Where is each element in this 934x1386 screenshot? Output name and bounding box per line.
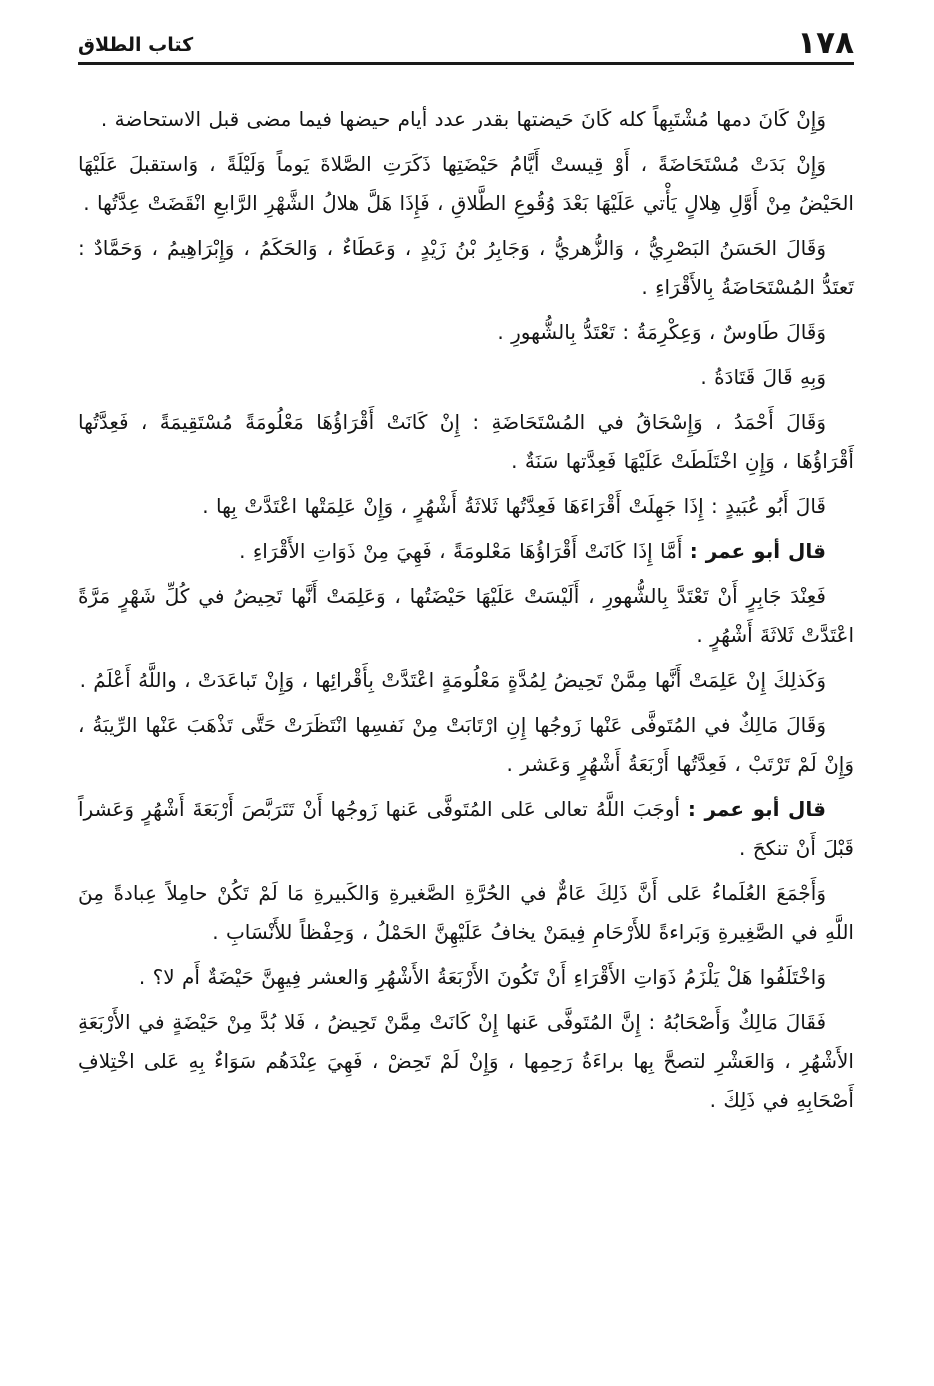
- paragraph: [78, 958, 854, 997]
- paragraph: [78, 790, 854, 868]
- paragraph-text: وَقَالَ الحَسَنُ البَصْرِيُّ ، وَالزُّهريُّ ، وَجَابِرُ بْنُ زَيْدٍ ، وَعَطَاءٌ ، وَالحَكَمُ ، وَإِبْرَاهِيمُ ، وَحَمَّادٌ : تَعتَدُّ المُسْتَحَاضَةُ بِالأَقْرَاءِ .: [78, 236, 854, 299]
- speaker-lead: قال أبو عمر :: [687, 797, 826, 821]
- paragraph: [78, 874, 854, 952]
- running-header: [78, 24, 854, 65]
- paragraph: [78, 145, 854, 223]
- paragraph-text: فَقَالَ مَالِكٌ وَأَصْحَابُهُ : إِنَّ المُتَوفَّى عَنها إِنْ كَانَتْ مِمَّنْ تَحِيضُ ، فَلا بُدَّ مِنْ حَيْضَةٍ في الأَرْبَعَةِ الأَشْهُرِ ، وَالعَشْرِ لتصحَّ بِها براءَةُ رَحِمِها ، وَإِنْ لَمْ تَحِضْ ، فَهِيَ عِنْدَهُم سَوَاءٌ بِهِ عَلى اخْتِلافِ أَصْحَابِهِ في ذَلِكَ .: [78, 1010, 854, 1112]
- paragraph-text: وَإِنْ بَدَتْ مُسْتَحَاضَةً ، أَوْ قِيستْ أَيَّامُ حَيْضَتِها ذَكَرَتِ الصَّلاةَ يَوماً وَلَيْلَةً ، وَاستقبلَ عَلَيْهَا الحَيْضُ مِنْ أَوَّلِ هِلالٍ يَأْتي عَلَيْهَا بَعْدَ وُقُوعِ الطَّلاقِ ، فَإِذَا هَلَّ هلالُ الشَّهْرِ الرَّابعِ انْقَضَتْ عِدَّتُها .: [78, 152, 854, 215]
- page-number: ١٧٨: [797, 25, 854, 61]
- paragraph: [78, 1003, 854, 1120]
- paragraph: [78, 403, 854, 481]
- paragraph-text: وَكَذلِكَ إِنْ عَلِمَتْ أَنَّها مِمَّنْ تَحِيضُ لِمُدَّةٍ مَعْلُومَةٍ اعْتَدَّتْ بِأَقْرائِها ، وَإِنْ تَباعَدَتْ ، واللَّهُ أَعْلَمُ .: [79, 668, 826, 692]
- paragraph: [78, 577, 854, 655]
- paragraph: [78, 706, 854, 784]
- paragraph-text: وَقَالَ أَحْمَدُ ، وَإِسْحَاقُ في المُسْتَحَاضَةِ : إِنْ كَانَتْ أَقْرَاؤُهَا مَعْلُومَةً مُسْتَقِيمَةً ، فَعِدَّتُها أَقْرَاؤُهَا ، وَإِنِ اخْتَلَطَتْ عَلَيْهَا فَعِدَّتها سَنَةٌ .: [78, 410, 854, 473]
- paragraph-text: وَأَجْمَعَ العُلَماءُ عَلى أَنَّ ذَلِكَ عَامٌّ في الحُرَّةِ الصَّغيرةِ وَالكَبيرةِ مَا لَمْ تَكُنْ حامِلاً عِبادةً مِنَ اللَّهِ في الصَّغِيرةِ وَبَراءةً للأَرْحَامِ فِيمَنْ يخافُ عَلَيْهِنَّ الحَمْلُ ، وَحِفْظاً للأَنْسَابِ .: [78, 881, 854, 944]
- paragraph-text: وَاخْتَلَفُوا هَلْ يَلْزَمُ ذَوَاتِ الأَقْرَاءِ أَنْ تَكُونَ الأَرْبَعَةُ الأَشْهُرِ وَالعشر فِيهِنَّ حَيْضَةٌ أَم لا؟ .: [138, 965, 826, 989]
- page-body: [78, 100, 854, 1126]
- speaker-lead: قال أبو عمر :: [689, 539, 826, 563]
- paragraph: [78, 313, 854, 352]
- paragraph-text: قَالَ أَبُو عُبَيدٍ : إِذَا جَهِلَتْ أَقْرَاءَهَا فَعِدَّتُها ثَلاثَةُ أَشْهُرٍ ، وَإِنْ عَلِمَتْها اعْتَدَّتْ بِها .: [202, 494, 826, 518]
- paragraph: [78, 661, 854, 700]
- paragraph: [78, 229, 854, 307]
- paragraph-text: فَعِنْدَ جَابِرٍ أَنْ تَعْتَدَّ بِالشُّهورِ ، أَلَيْسَتْ عَلَيْهَا حَيْضَتُها ، وَعَلِمَتْ أَنَّها تَحِيضُ في كُلِّ شَهْرٍ مَرَّةً اعْتَدَّتْ ثَلاثَةَ أَشْهُرٍ .: [78, 584, 854, 647]
- paragraph-text: وَقَالَ طَاوسٌ ، وَعِكْرِمَةُ : تَعْتَدُّ بِالشُّهورِ .: [497, 320, 826, 344]
- paragraph: [78, 487, 854, 526]
- paragraph-text: أَمَّا إِذَا كَانَتْ أَقْرَاؤُهَا مَعْلومَةً ، فَهِيَ مِنْ ذَوَاتِ الأَقْرَاءِ .: [239, 539, 683, 563]
- running-title: كتاب الطلاق: [78, 34, 194, 56]
- paragraph-text: وَبِهِ قَالَ قَتَادَةُ .: [700, 365, 826, 389]
- paragraph: [78, 100, 854, 139]
- paragraph-text: أوجَبَ اللَّهُ تعالى عَلى المُتَوفَّى عَنها زَوجُها أَنْ تَتَرَبَّصَ أَرْبَعَةَ أَشْهُرٍ وَعَشراً قَبْلَ أَنْ تنكحَ .: [78, 797, 854, 860]
- paragraph: [78, 358, 854, 397]
- paragraph-text: وَإِنْ كَانَ دمها مُشْتَبِهاً كله كَانَ حَيضتها بقدر عدد أيام حيضها فيما مضى قبل الاستحاضة .: [100, 107, 826, 131]
- paragraph: [78, 532, 854, 571]
- paragraph-text: وَقَالَ مَالِكٌ في المُتَوفَّى عَنْها زَوجُها إِنِ ارْتَابَتْ مِنْ نَفسِها انْتَظَرَتْ حَتَّى تَذْهَبَ عَنْها الرِّيبَةُ ، وَإِنْ لَمْ تَرْتَبْ ، فَعِدَّتُها أَرْبَعَةُ أَشْهُرٍ وَعَشر .: [78, 713, 854, 776]
